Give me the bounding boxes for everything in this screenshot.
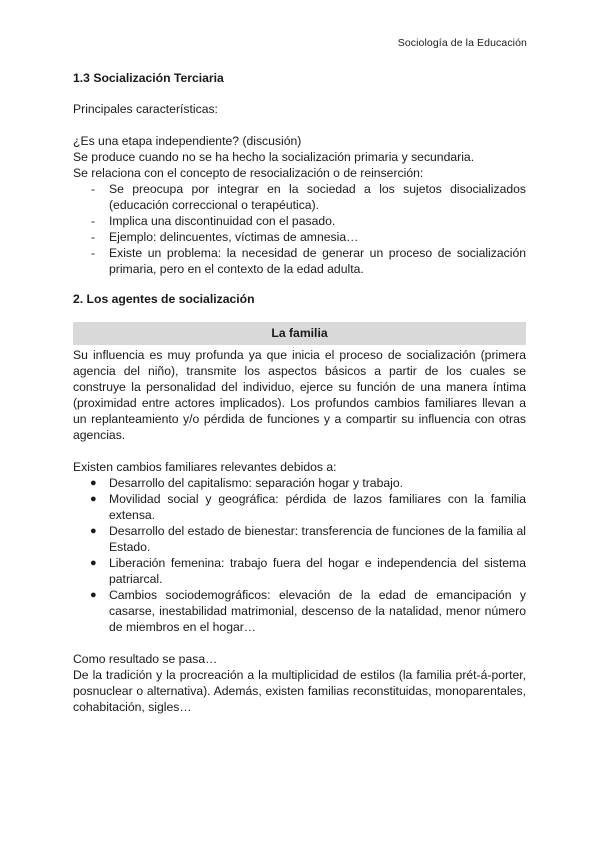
bullet-list-item xyxy=(73,555,526,587)
bullet-icon: ● xyxy=(90,493,97,505)
text-line: Se relaciona con el concepto de resocialización o de reinserción: xyxy=(73,166,424,180)
box-heading-la-familia: La familia xyxy=(73,322,526,345)
dash-item-text: Existe un problema: la necesidad de generar un proceso de socialización primaria, pero en el contexto de la edad adulta. xyxy=(109,246,526,276)
changes-intro: Existen cambios familiares relevantes debidos a: xyxy=(73,460,337,474)
bullet-item-text: Desarrollo del capitalismo: separación hogar y trabajo. xyxy=(109,476,404,490)
dash-marker: - xyxy=(91,214,96,228)
bullet-item-text: Cambios sociodemográficos: elevación de la edad de emancipación y casarse, inestabilidad matrimonial, descenso de la natalidad, menor número de miembros en el hogar… xyxy=(109,588,526,634)
dash-item-text: Ejemplo: delincuentes, víctimas de amnesia… xyxy=(109,230,359,244)
bullet-list-item xyxy=(73,587,526,635)
dash-list-item xyxy=(73,181,526,213)
dash-marker: - xyxy=(91,246,96,260)
bullet-list xyxy=(73,475,526,635)
dash-list xyxy=(73,181,526,277)
bullet-item-text: Liberación femenina: trabajo fuera del hogar e independencia del sistema patriarcal. xyxy=(109,556,526,586)
dash-list-item xyxy=(73,213,526,229)
text-line: ¿Es una etapa independiente? (discusión) xyxy=(73,134,302,148)
section-heading-agentes: 2. Los agentes de socialización xyxy=(73,292,255,306)
bullet-icon: ● xyxy=(90,589,97,601)
dash-item-text: Implica una discontinuidad con el pasado. xyxy=(109,214,336,228)
result-intro: Como resultado se pasa… xyxy=(73,652,218,666)
dash-marker: - xyxy=(91,182,96,196)
bullet-icon: ● xyxy=(90,525,97,537)
bullet-item-text: Desarrollo del estado de bienestar: transferencia de funciones de la familia al Estado. xyxy=(109,524,526,554)
dash-marker: - xyxy=(91,230,96,244)
dash-item-text: Se preocupa por integrar en la sociedad a los sujetos disocializados (educación correccional o terapéutica). xyxy=(109,182,526,212)
dash-list-item xyxy=(73,229,526,245)
text-line: Se produce cuando no se ha hecho la socialización primaria y secundaria. xyxy=(73,150,475,164)
characteristics-intro: Principales características: xyxy=(73,102,218,116)
document-body xyxy=(73,70,526,715)
result-paragraph: De la tradición y la procreación a la multiplicidad de estilos (la familia prét-á-porter, posnuclear o alternativa). Además, existen familias reconstituidas, monoparentales, cohabitación, sigles… xyxy=(73,668,526,714)
bullet-item-text: Movilidad social y geográfica: pérdida de lazos familiares con la familia extensa. xyxy=(109,492,526,522)
running-header: Sociología de la Educación xyxy=(397,37,527,49)
bullet-icon: ● xyxy=(90,477,97,489)
dash-list-item xyxy=(73,245,526,277)
bullet-list-item xyxy=(73,523,526,555)
bullet-list-item xyxy=(73,491,526,523)
section-heading-socializacion-terciaria: 1.3 Socialización Terciaria xyxy=(73,71,224,85)
bullet-list-item xyxy=(73,475,526,491)
familia-paragraph: Su influencia es muy profunda ya que inicia el proceso de socialización (primera agencia del niño), transmite los aspectos básicos a partir de los cuales se construye la personalidad del individuo, ejerce su función de una manera íntima (proximidad entre actores implicados). Los profundos cambios familiares llevan a un replanteamiento y/o pérdida de funciones y a compartir su influencia con otras agencias. xyxy=(73,348,526,442)
bullet-icon: ● xyxy=(90,557,97,569)
